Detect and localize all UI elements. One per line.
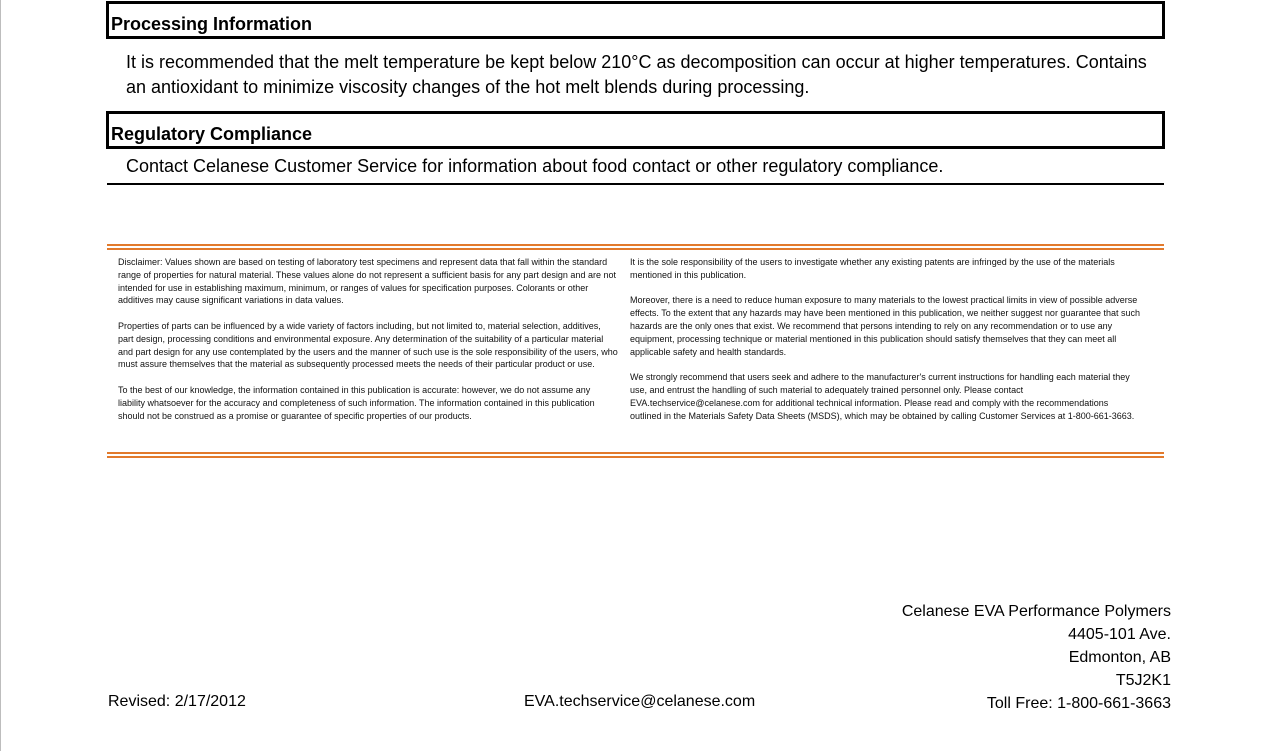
disclaimer-paragraph: To the best of our knowledge, the information contained in this publication is accurate: however, we do not assume any liability whatsoever for the accuracy and completeness of such information. The information contained in this publication should not be construed as a promise or guarantee of specific properties of our products. [118,384,595,421]
disclaimer-paragraph: Disclaimer: Values shown are based on testing of laboratory test specimens and represent data that fall within the standard range of properties for natural material. These values alone do not represent a sufficient basis for any part design and are not intended for use in establishing maximum, minimum, or ranges of values for specification purposes. Colorants or other additives may cause significant variations in data values. [118,257,616,306]
disclaimer-bottom-divider [107,452,1164,458]
toll-free-phone: Toll Free: 1-800-661-3663 [986,695,1171,712]
regulatory-compliance-text: Contact Celanese Customer Service for information about food contact or other regulatory compliance. [126,156,944,176]
processing-information-title: Processing Information [111,14,313,34]
processing-information-text: It is recommended that the melt temperature be kept below 210°C as decomposition can occur at higher temperatures. Contains an antioxidant to minimize viscosity changes of the hot melt blends during processing. [126,52,1147,97]
company-name: Celanese EVA Performance Polymers [901,603,1171,620]
disclaimer-right-column [630,256,1142,435]
page-left-border [0,0,1,751]
disclaimer-top-divider [107,244,1164,250]
disclaimer-paragraph: We strongly recommend that users seek and adhere to the manufacturer's current instructions for handling each material they use, and entrust the handling of such material to adequately trained personnel only. Please contact EVA.techservice@celanese.com for additional technical information. Please read and comply with the recommendations outlined in the Materials Safety Data Sheets (MSDS), which may be obtained by calling Customer Services at 1-800-661-3663. [630,372,1135,421]
company-address [902,600,1171,715]
regulatory-compliance-header [106,111,1165,149]
processing-information-header [106,1,1165,39]
disclaimer-left-column [118,256,618,435]
contact-email: EVA.techservice@celanese.com [524,693,756,710]
street-address: 4405-101 Ave. [1068,626,1171,643]
regulatory-compliance-title: Regulatory Compliance [111,124,313,144]
disclaimer-paragraph: Moreover, there is a need to reduce human exposure to many materials to the lowest practical limits in view of possible adverse effects. To the extent that any hazards may have been mentioned in this publication, we neither suggest nor guarantee that such hazards are the only ones that exist. We recommend that persons intending to rely on any recommendation or to use any equipment, processing technique or material mentioned in this publication should satisfy themselves that they can meet all applicable safety and health standards. [630,295,1140,357]
postal-code: T5J2K1 [1115,672,1171,689]
regulatory-divider [107,183,1164,185]
revised-date: Revised: 2/17/2012 [108,693,246,710]
disclaimer-paragraph: Properties of parts can be influenced by a wide variety of factors including, but not limited to, material selection, additives, part design, processing conditions and environmental exposure. Any determination of the suitability of a particular material and part design for any use contemplated by the users and the manner of such use is the sole responsibility of the users, who must assure themselves that the material as subsequently processed meets the needs of their particular product or use. [118,320,618,370]
disclaimer-paragraph: It is the sole responsibility of the users to investigate whether any existing patents are infringed by the use of the materials mentioned in this publication. [630,257,1115,280]
city-province: Edmonton, AB [1068,649,1171,666]
